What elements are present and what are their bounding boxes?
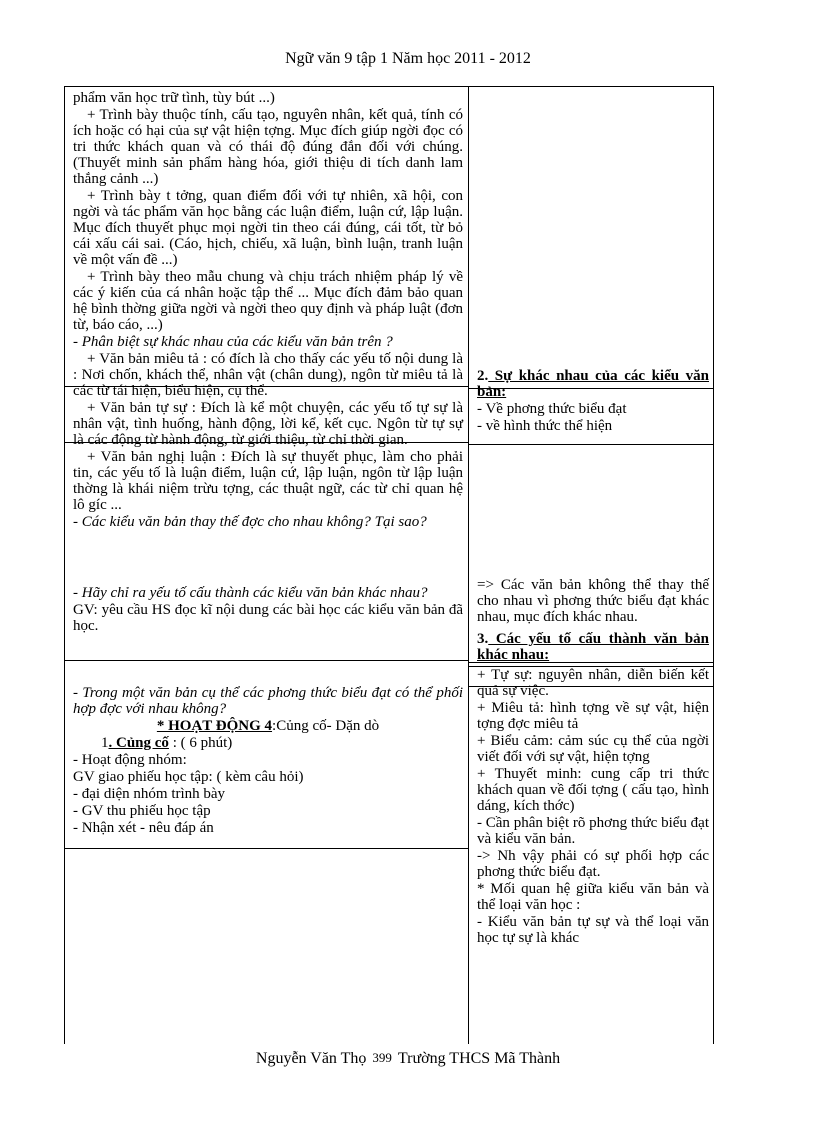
footer-school: Trường THCS Mã Thành <box>397 1050 561 1067</box>
activity-label: * HOẠT ĐỘNG 4 <box>156 718 273 734</box>
list-item: GV giao phiếu học tập: ( kèm câu hỏi) <box>73 769 304 785</box>
paragraph: + Văn bản tự sự : Đích là kể một chuyện, các yếu tố tự sự là nhân vật, tình huống, hành động, lời kể, kết cục. Ngôn từ tự sự là các động từ hành động, từ giới thiệu, từ chỉ thời gian. <box>73 400 463 448</box>
paragraph: => Các văn bản không thể thay thế cho nhau vì phơng thức biểu đạt khác nhau, mục đích khác nhau. <box>477 577 709 625</box>
list-item: + Biểu cảm: cảm súc cụ thể của ngời viết đối với sự vật, hiện tợng <box>477 733 709 765</box>
question: - Các kiểu văn bản thay thế đợc cho nhau không? Tại sao? <box>73 514 427 530</box>
paragraph: + Trình bày theo mẫu chung và chịu trách nhiệm pháp lý về các ý kiến của cá nhân hoặc tập thể ... Mục đích đảm bảo quan hệ bình thờng giữa ngời và ngời theo quy định và pháp luật (đơn từ, báo cáo, ...) <box>73 269 463 333</box>
activity-rest: :Củng cố- Dặn dò <box>272 718 380 734</box>
list-item: - Về phơng thức biểu đạt <box>477 401 627 417</box>
spacer <box>477 435 709 577</box>
paragraph: phẩm văn học trữ tình, tùy bút ...) <box>73 90 275 106</box>
list-item: - Cần phân biệt rõ phơng thức biểu đạt và kiểu văn bản. <box>477 815 709 847</box>
lesson-table <box>64 86 714 1044</box>
section-heading <box>477 368 709 400</box>
list-item: - Hoạt động nhóm: <box>73 752 187 768</box>
list-item: - GV thu phiếu học tập <box>73 803 211 819</box>
header-title: Ngữ văn 9 tập 1 Năm học 2011 - 2012 <box>285 50 531 67</box>
paragraph: + Văn bản nghị luận : Đích là sự thuyết phục, làm cho phải tin, các yếu tố là luận điểm, luận cứ, lập luận, ngôn từ lập luận thờng là khái niệm trừu tợng, các thuật ngữ, các từ chỉ quan hệ lô gíc ... <box>73 449 463 513</box>
list-item: + Tự sự: nguyên nhân, diễn biến kết quả sự việc. <box>477 667 709 699</box>
question: - Phân biệt sự khác nhau của các kiểu văn bản trên ? <box>73 334 393 350</box>
list-item: - về hình thức thể hiện <box>477 418 613 434</box>
column-divider <box>468 86 469 1044</box>
page-footer <box>0 1050 816 1068</box>
item-label: . Củng cố <box>108 735 169 751</box>
list-item: + Miêu tả: hình tợng về sự vật, hiện tợng đợc miêu tả <box>477 700 709 732</box>
list-item: - Nhận xét - nêu đáp án <box>73 820 214 836</box>
left-column <box>73 90 463 837</box>
section-number: 2. <box>477 368 489 384</box>
paragraph: + Trình bày thuộc tính, cấu tạo, nguyên nhân, kết quả, tính có ích hoặc có hại của sự vật hiện tợng. Mục đích giúp ngời đọc có tri thức khách quan và có thái độ đúng đắn đối với chúng. (Thuyết minh sản phẩm hàng hóa, giới thiệu di tích danh lam thắng cảnh ...) <box>73 107 463 187</box>
right-column <box>477 90 709 947</box>
footer-author: Nguyễn Văn Thọ <box>255 1050 367 1067</box>
section-number: 3. <box>477 631 489 647</box>
spacer <box>477 90 709 368</box>
spacer <box>73 635 463 685</box>
paragraph: GV: yêu cầu HS đọc kĩ nội dung các bài học các kiểu văn bản đã học. <box>73 602 463 634</box>
table-top-border <box>65 86 713 87</box>
list-item: + Thuyết minh: cung cấp tri thức khách quan về đối tợng ( cấu tạo, hình dáng, kích thớc) <box>477 766 709 814</box>
section-title: Sự khác nhau của các kiểu văn bản: <box>477 368 709 400</box>
question: - Hãy chỉ ra yếu tố cấu thành các kiểu văn bản khác nhau? <box>73 585 428 601</box>
item-rest: : ( 6 phút) <box>172 735 233 751</box>
spacer <box>73 531 463 585</box>
list-item: - Kiểu văn bản tự sự và thể loại văn học tự sự là khác <box>477 914 709 946</box>
activity-heading <box>73 718 463 734</box>
paragraph: + Trình bày t tởng, quan điểm đối với tự nhiên, xã hội, con ngời và tác phẩm văn học bằng các luận điểm, luận cứ, lập luận. Mục đích thuyết phục mọi ngời tin theo cái đúng, cái tốt, từ bỏ cái xấu cái sai. (Cáo, hịch, chiếu, xã luận, bình luận, tranh luận về một vấn đề ...) <box>73 188 463 268</box>
section-heading <box>477 631 709 663</box>
row-border-left <box>65 848 468 849</box>
question: - Trong một văn bản cụ thể các phơng thức biểu đạt có thể phối hợp đợc với nhau không? <box>73 685 463 717</box>
list-item: -> Nh vậy phải có sự phối hợp các phơng thức biểu đạt. <box>477 848 709 880</box>
paragraph: + Văn bản miêu tả : có đích là cho thấy các yếu tố nội dung là : Nơi chốn, khách thể, nhân vật (chân dung), ngôn từ miêu tả là các từ tái hiện, biểu hiện, cụ thể. <box>73 351 463 399</box>
item-number: 1 <box>101 735 109 751</box>
item-heading <box>73 735 463 751</box>
list-item: - đại diện nhóm trình bày <box>73 786 226 802</box>
list-item: * Mối quan hệ giữa kiểu văn bản và thể loại văn học : <box>477 881 709 913</box>
page-header <box>0 50 816 68</box>
page-number: 399 <box>372 1050 392 1065</box>
section-title: Các yếu tố cấu thành văn bản khác nhau: <box>477 631 709 663</box>
